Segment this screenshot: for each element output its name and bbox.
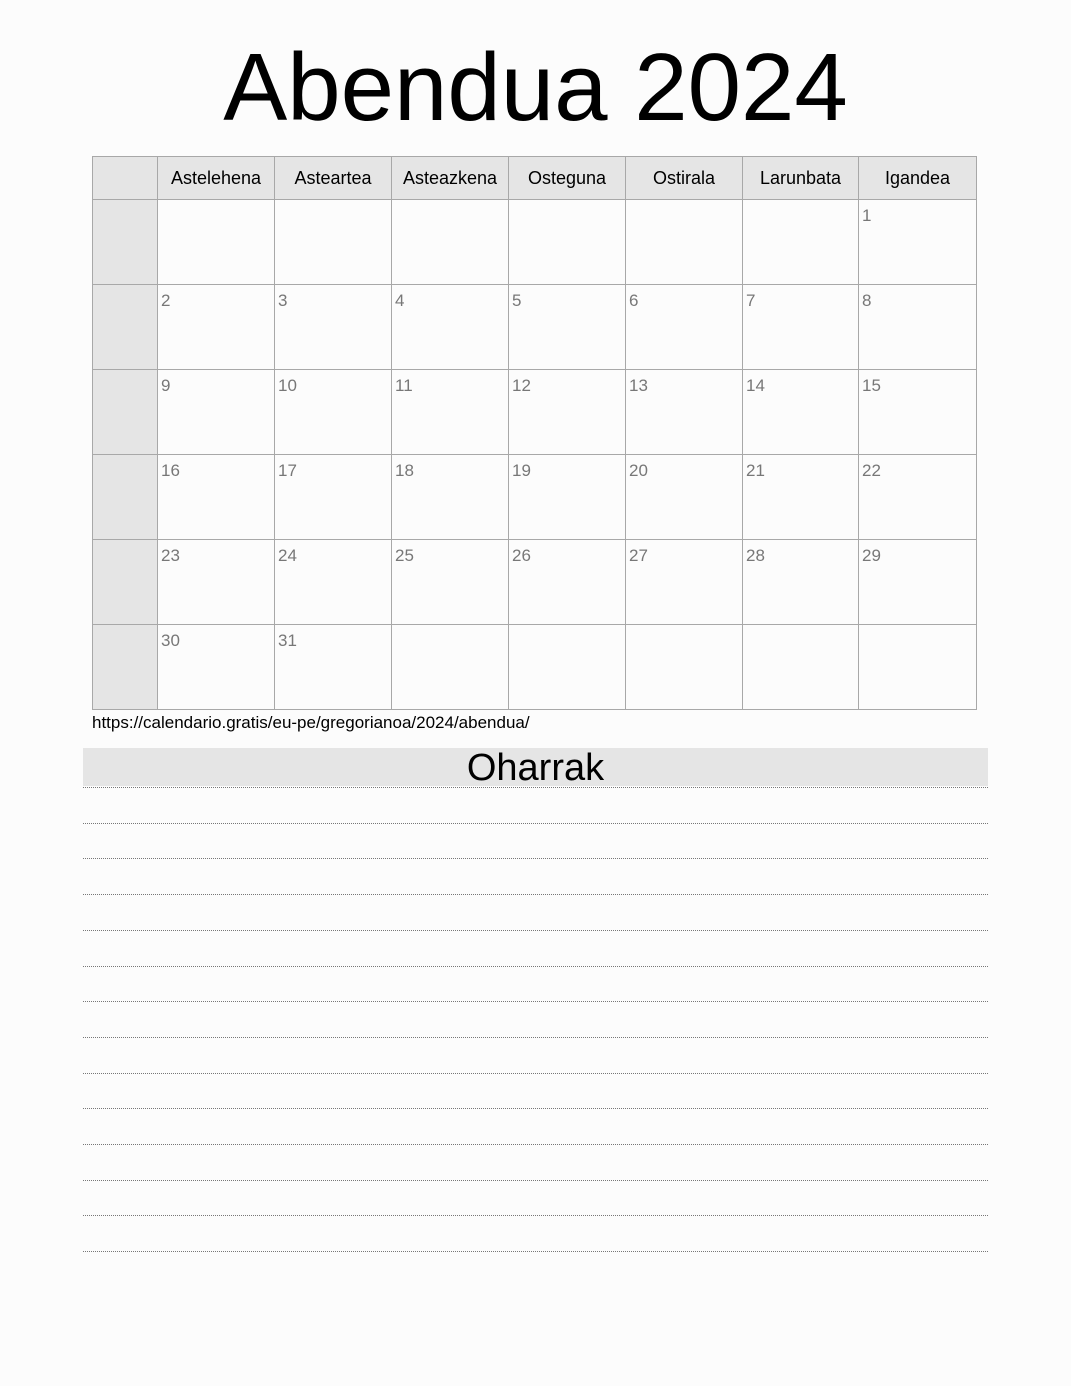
weekday-header: Asteazkena (392, 157, 509, 200)
weekday-header: Ostirala (626, 157, 743, 200)
day-cell (275, 370, 392, 455)
day-cell (275, 625, 392, 710)
day-number: 17 (278, 461, 297, 480)
day-cell (626, 200, 743, 285)
note-line (83, 858, 988, 859)
day-number (859, 625, 976, 631)
day-number: 14 (746, 376, 765, 395)
day-cell (859, 285, 977, 370)
day-cell (626, 370, 743, 455)
day-number: 7 (746, 291, 756, 310)
day-cell (392, 625, 509, 710)
note-line (83, 1037, 988, 1038)
day-number: 25 (395, 546, 414, 565)
weekday-header: Astelehena (158, 157, 275, 200)
day-cell (859, 200, 977, 285)
note-line (83, 930, 988, 931)
day-cell (509, 540, 626, 625)
day-cell (743, 540, 859, 625)
day-number: 2 (161, 291, 171, 310)
week-number-cell (93, 625, 158, 710)
note-line (83, 1180, 988, 1181)
day-cell (859, 455, 977, 540)
day-number (743, 625, 858, 631)
day-number: 28 (746, 546, 765, 565)
day-number: 29 (862, 546, 881, 565)
day-number: 9 (161, 376, 171, 395)
notes-heading: Oharrak (83, 748, 988, 786)
day-number: 23 (161, 546, 180, 565)
calendar-week-row (93, 540, 977, 625)
day-cell (743, 455, 859, 540)
day-number: 15 (862, 376, 881, 395)
day-number: 10 (278, 376, 297, 395)
day-cell (392, 200, 509, 285)
day-number (626, 200, 742, 206)
day-number: 19 (512, 461, 531, 480)
day-number: 24 (278, 546, 297, 565)
day-cell (392, 285, 509, 370)
day-cell (743, 625, 859, 710)
calendar-week-row (93, 200, 977, 285)
calendar-grid (92, 156, 977, 710)
day-cell (743, 370, 859, 455)
day-number: 16 (161, 461, 180, 480)
note-line (83, 787, 988, 788)
note-line (83, 1001, 988, 1002)
day-number: 18 (395, 461, 414, 480)
calendar-week-row (93, 285, 977, 370)
day-number: 12 (512, 376, 531, 395)
day-number (392, 200, 508, 206)
page-title: Abendua 2024 (223, 34, 848, 141)
day-number: 31 (278, 631, 297, 650)
day-number (509, 200, 625, 206)
weekday-header: Igandea (859, 157, 977, 200)
day-cell (392, 370, 509, 455)
day-cell (158, 370, 275, 455)
day-cell (859, 370, 977, 455)
day-number: 13 (629, 376, 648, 395)
note-line (83, 1108, 988, 1109)
day-cell (743, 200, 859, 285)
day-number (626, 625, 742, 631)
day-cell (626, 625, 743, 710)
day-cell (158, 200, 275, 285)
week-number-cell (93, 370, 158, 455)
note-line (83, 1215, 988, 1216)
day-cell (392, 540, 509, 625)
day-cell (509, 625, 626, 710)
day-number (158, 200, 274, 206)
day-cell (158, 625, 275, 710)
week-number-cell (93, 200, 158, 285)
calendar-week-row (93, 370, 977, 455)
weekday-header: Larunbata (743, 157, 859, 200)
day-cell (275, 200, 392, 285)
day-number: 21 (746, 461, 765, 480)
day-number: 20 (629, 461, 648, 480)
day-cell (859, 540, 977, 625)
week-number-header (93, 157, 158, 200)
day-cell (158, 285, 275, 370)
week-number-cell (93, 540, 158, 625)
day-number: 6 (629, 291, 639, 310)
weekday-header: Asteartea (275, 157, 392, 200)
day-cell (626, 455, 743, 540)
note-line (83, 966, 988, 967)
day-cell (392, 455, 509, 540)
note-line (83, 1144, 988, 1145)
day-number: 11 (395, 376, 413, 395)
day-number: 1 (862, 206, 872, 225)
calendar-week-row (93, 455, 977, 540)
day-number: 8 (862, 291, 872, 310)
day-cell (158, 540, 275, 625)
day-cell (509, 200, 626, 285)
day-cell (275, 455, 392, 540)
note-line (83, 894, 988, 895)
day-cell (509, 285, 626, 370)
day-cell (626, 285, 743, 370)
day-number: 5 (512, 291, 522, 310)
day-number: 22 (862, 461, 881, 480)
day-number (743, 200, 858, 206)
day-number (275, 200, 391, 206)
weekday-header-row (93, 157, 977, 200)
day-number: 27 (629, 546, 648, 565)
day-cell (509, 370, 626, 455)
source-url: https://calendario.gratis/eu-pe/gregorianoa/2024/abendua/ (92, 713, 530, 732)
week-number-cell (93, 285, 158, 370)
day-number (392, 625, 508, 631)
day-number: 30 (161, 631, 180, 650)
weekday-header: Osteguna (509, 157, 626, 200)
day-cell (158, 455, 275, 540)
note-line (83, 823, 988, 824)
note-line (83, 1073, 988, 1074)
day-cell (626, 540, 743, 625)
day-cell (743, 285, 859, 370)
day-number: 3 (278, 291, 288, 310)
day-number (509, 625, 625, 631)
day-cell (275, 285, 392, 370)
day-cell (859, 625, 977, 710)
note-line (83, 1251, 988, 1252)
day-number: 26 (512, 546, 531, 565)
week-number-cell (93, 455, 158, 540)
calendar-week-row (93, 625, 977, 710)
day-number: 4 (395, 291, 405, 310)
day-cell (275, 540, 392, 625)
day-cell (509, 455, 626, 540)
